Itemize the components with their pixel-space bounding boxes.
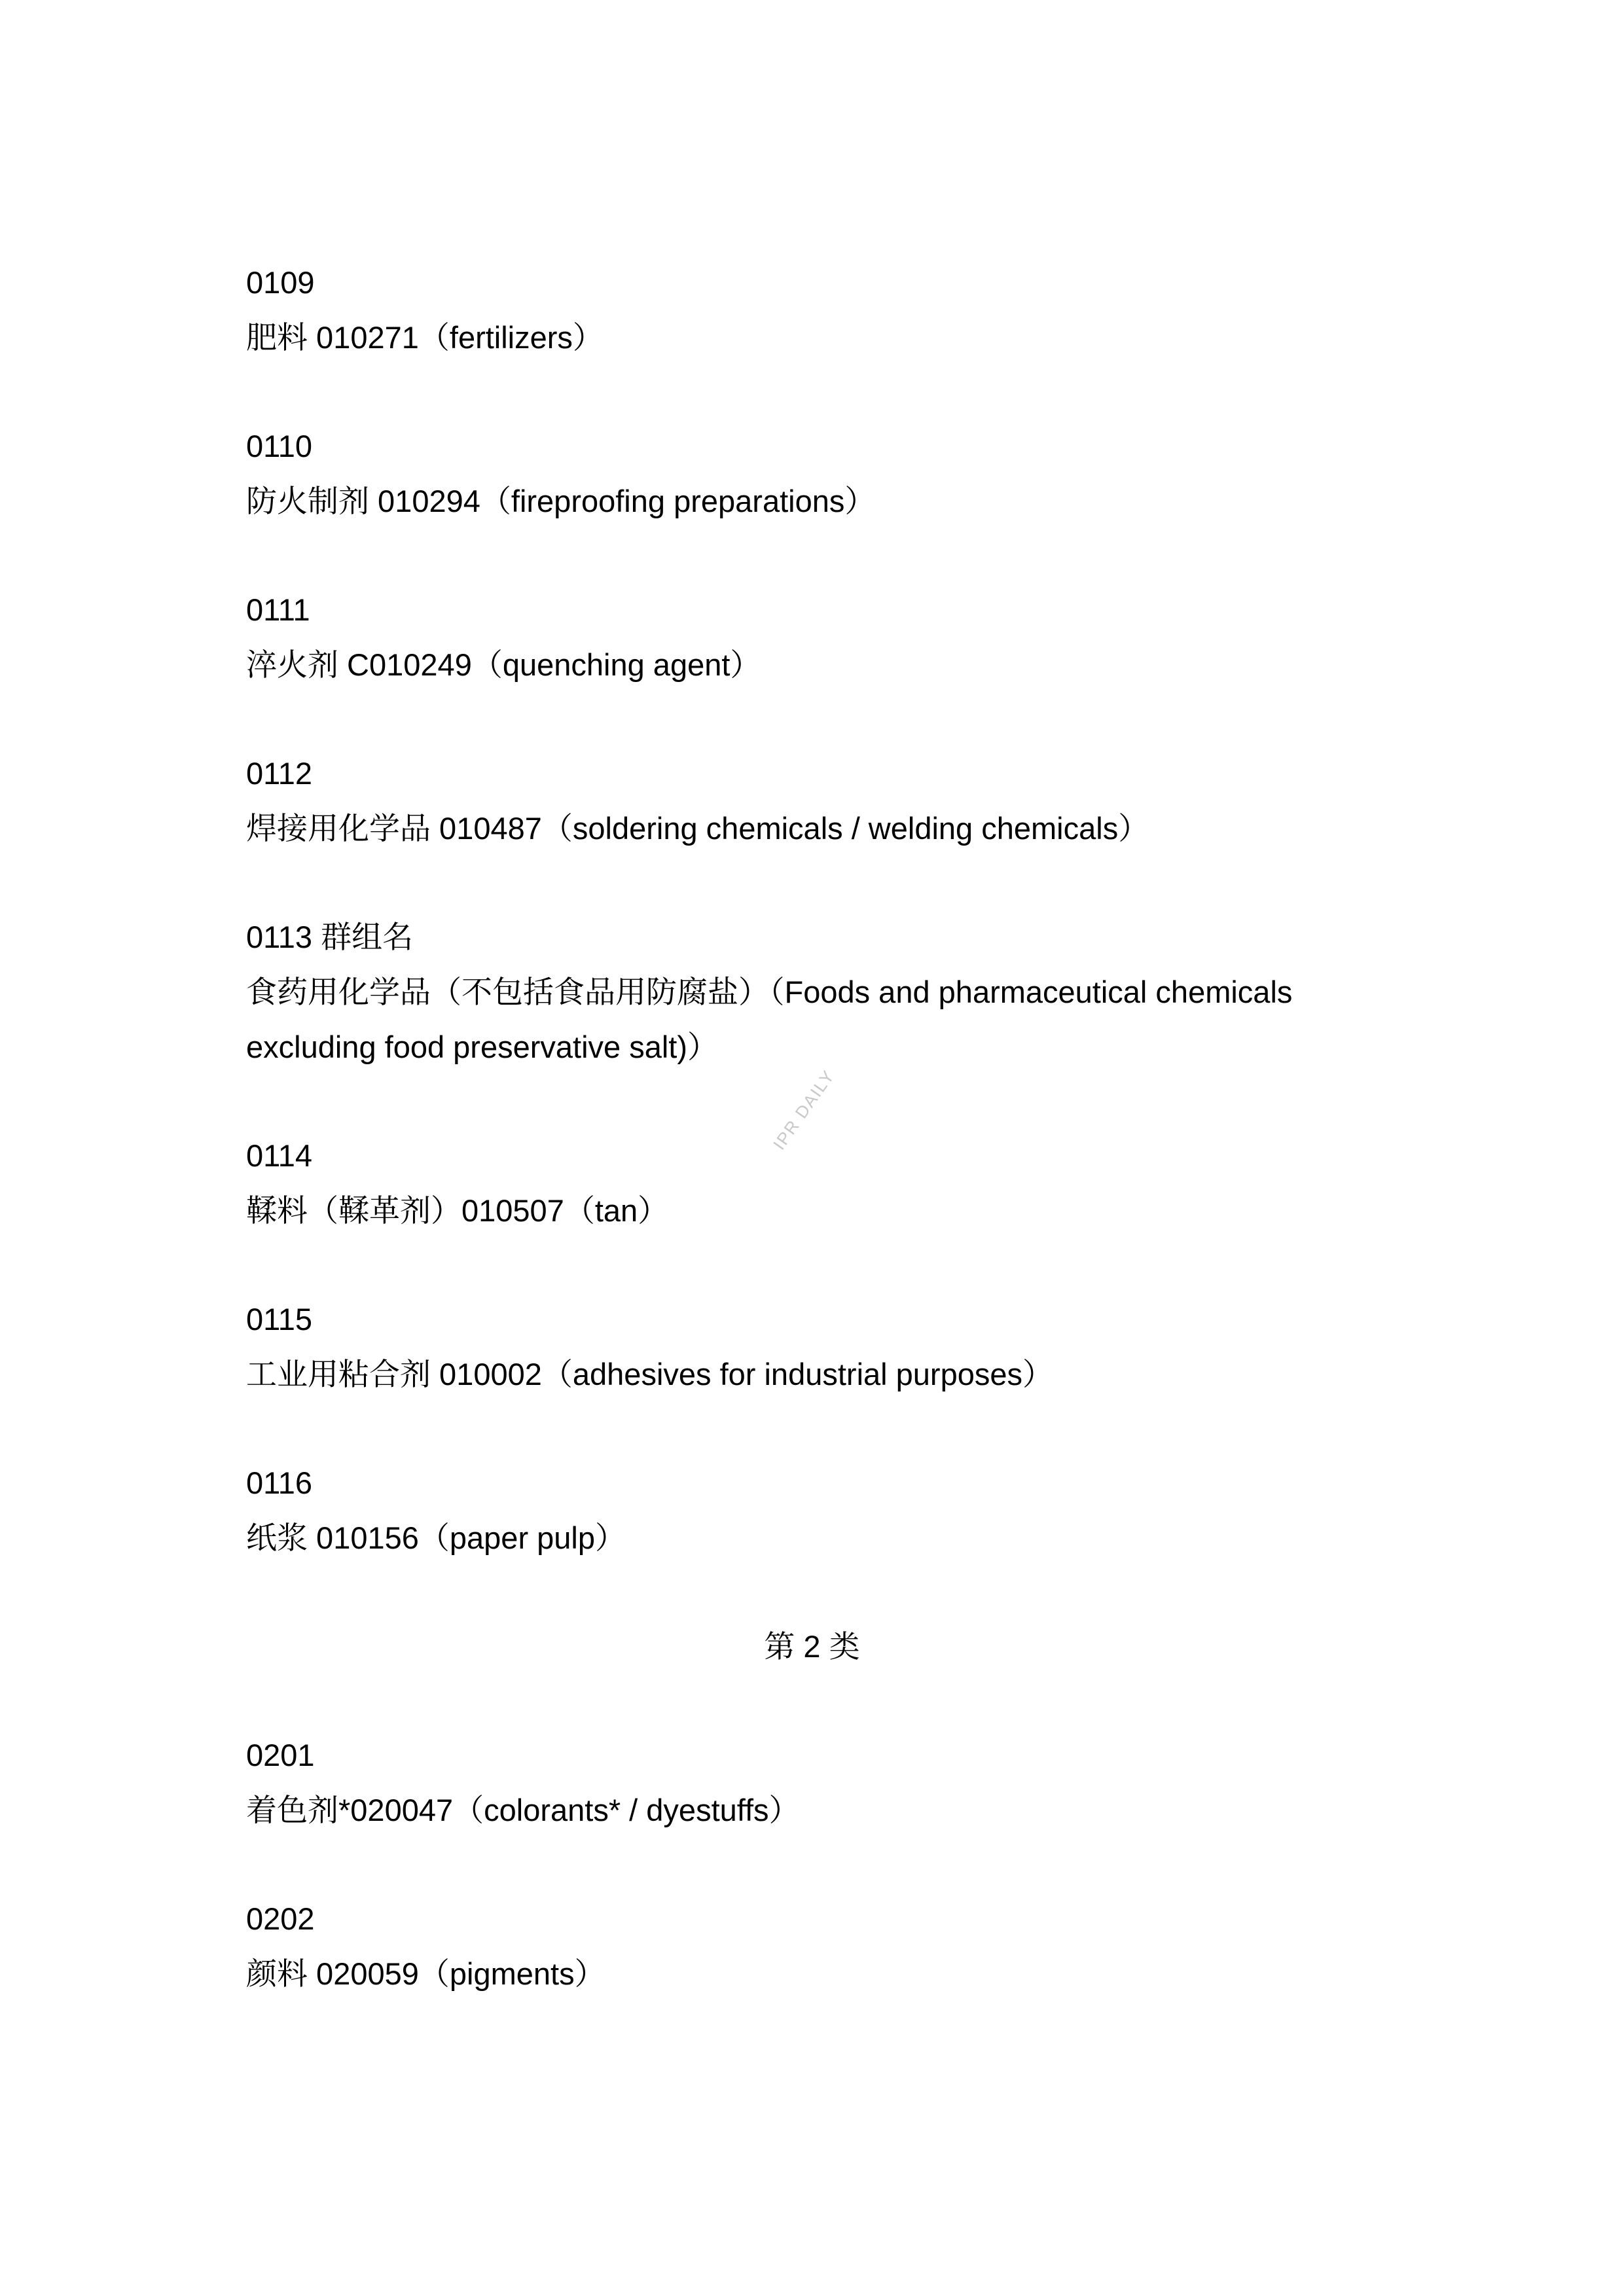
entry-text: 工业用粘合剂 010002（adhesives for industrial purposes）	[246, 1357, 1053, 1391]
class-heading: 第 2 类	[764, 1629, 860, 1664]
entry-code: 0111	[246, 592, 310, 627]
entry-code: 0115	[246, 1302, 313, 1336]
entry-text: 肥料 010271（fertilizers）	[246, 320, 604, 355]
entry-code: 0202	[246, 1901, 315, 1936]
entry-code: 0109	[246, 265, 315, 300]
entry-text: 鞣料（鞣革剂）010507（tan）	[246, 1193, 669, 1228]
entry-text: 纸浆 010156（paper pulp）	[246, 1520, 626, 1555]
entry-code: 0110	[246, 429, 313, 463]
entry-text: 防火制剂 010294（fireproofing preparations）	[246, 484, 876, 518]
entry-code: 0113 群组名	[246, 920, 414, 954]
entry-text: 焊接用化学品 010487（soldering chemicals / welding chemicals）	[246, 811, 1149, 846]
entry-code: 0112	[246, 756, 313, 791]
entry-text: 食药用化学品（不包括食品用防腐盐）（Foods and pharmaceutical chemicals excluding food preservative salt)）	[246, 975, 1293, 1064]
entry-text: 着色剂*020047（colorants* / dyestuffs）	[246, 1793, 800, 1827]
entry-text: 颜料 020059（pigments）	[246, 1956, 605, 1991]
watermark: IPR DAILY	[769, 1066, 839, 1154]
entry-text: 淬火剂 C010249（quenching agent）	[246, 647, 761, 682]
entry-code: 0116	[246, 1465, 313, 1500]
entry-code: 0201	[246, 1738, 315, 1772]
entry-code: 0114	[246, 1138, 313, 1173]
